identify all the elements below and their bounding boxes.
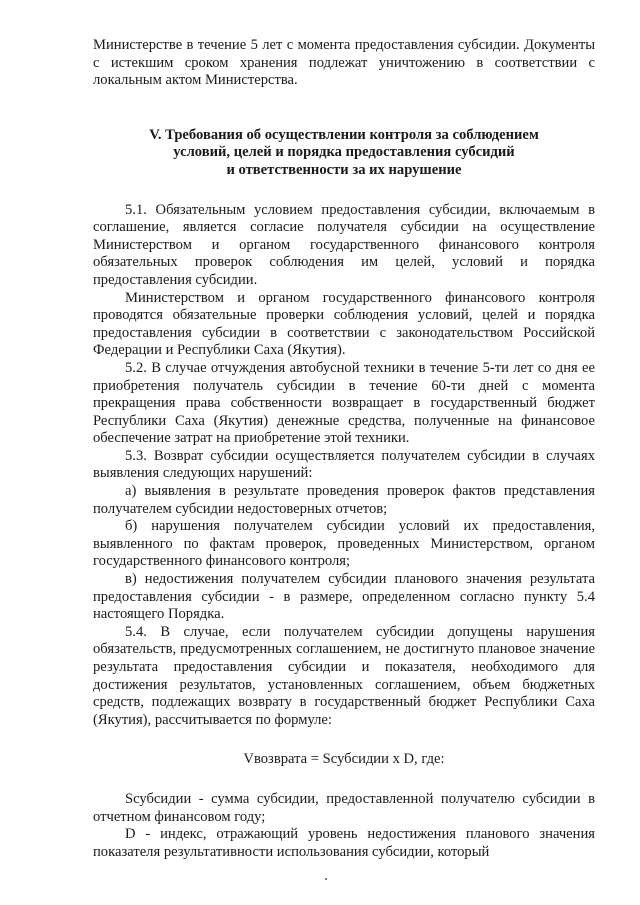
intro-paragraph: Министерстве в течение 5 лет с момента предоставления субсидии. Документы с истекшим сроком хранения подлежат уничтожению в соответствии с локальным актом Министерства. [93, 37, 595, 89]
list-item-a: а) выявления в результате проведения проверок фактов представления получателем субсидии недостоверных отчетов; [93, 483, 595, 517]
section-heading-line-2: условий, целей и порядка предоставления субсидий [173, 144, 515, 161]
scan-speck [325, 878, 327, 880]
paragraph-5-4: 5.4. В случае, если получателем субсидии допущены нарушения обязательств, предусмотренных соглашением, не достигнуто плановое значение результата предоставления субсидии и показателя, необходимого для достижения результатов, установленных соглашением, объем бюджетных средств, подлежащих возврату в государственный бюджет Республики Саха (Якутия), рассчитывается по формуле: [93, 623, 595, 728]
list-item-v: в) недостижения получателем субсидии планового значения результата предоставления субсидии - в размере, определенном согласно пункту 5.4 настоящего Порядка. [93, 571, 595, 623]
definition-s: Sсубсидии - сумма субсидии, предоставленной получателю субсидии в отчетном финансовом году; [93, 790, 595, 825]
paragraph-checks: Министерством и органом государственного финансового контроля проводятся обязательные проверки соблюдения условий, целей и порядка предоставления субсидии в соответствии с законодательством Российской Федерации и Республики Саха (Якутия). [93, 289, 595, 359]
paragraph-5-3: 5.3. Возврат субсидии осуществляется получателем субсидии в случаях выявления следующих нарушений: [93, 447, 595, 482]
paragraph-5-2: 5.2. В случае отчуждения автобусной техники в течение 5-ти лет со дня ее приобретения получатель субсидии в течение 60-ти дней с момента прекращения права собственности возвращает в государственный бюджет Республики Саха (Якутия) денежные средства, полученные на финансовое обеспечение затрат на приобретение этой техники. [93, 359, 595, 447]
definition-d: D - индекс, отражающий уровень недостижения планового значения показателя результативности использования субсидии, который [93, 826, 595, 860]
section-heading-line-1: V. Требования об осуществлении контроля за соблюдением [149, 126, 539, 143]
section-heading-line-3: и ответственности за их нарушение [226, 161, 462, 178]
list-item-b: б) нарушения получателем субсидии условий их предоставления, выявленного по фактам проверок, проведенных Министерством, органом государственного финансового контроля; [93, 518, 595, 570]
document-body [93, 37, 595, 861]
paragraph-5-1: 5.1. Обязательным условием предоставления субсидии, включаемым в соглашение, является согласие получателя субсидии на осуществление Министерством и органом государственного финансового контроля обязательных проверок соблюдения им целей, условий и порядка предоставления субсидии. [93, 201, 595, 288]
section-heading [93, 127, 595, 180]
formula: Vвозврата = Sсубсидии x D, где: [243, 751, 445, 768]
